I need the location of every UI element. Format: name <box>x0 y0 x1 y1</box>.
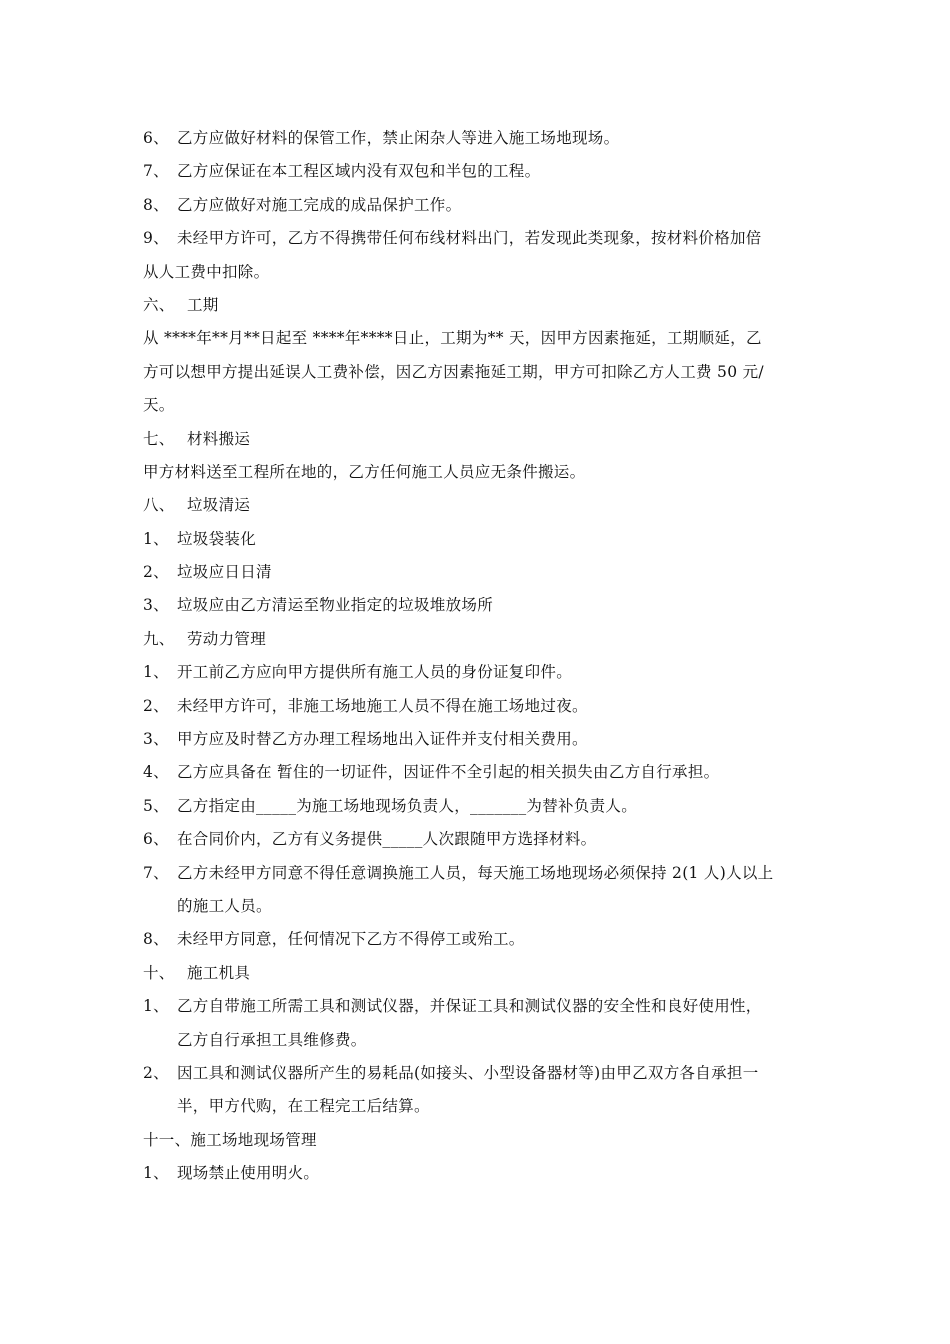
list-item <box>143 823 813 856</box>
item-text: 未经甲方许可，乙方不得携带任何布线材料出门，若发现此类现象，按材料价格加倍 <box>177 229 762 248</box>
item-text: 乙方应做好对施工完成的成品保护工作。 <box>177 195 462 214</box>
item-number: 1、 <box>143 1164 169 1183</box>
paragraph-text: 方可以想甲方提出延误人工费补偿，因乙方因素拖延工期，甲方可扣除乙方人工费 50 元/ <box>143 362 764 381</box>
document-body <box>143 122 813 1191</box>
list-item <box>143 923 813 956</box>
section-title: 工期 <box>187 295 219 314</box>
section-heading-10 <box>143 957 813 990</box>
item-text: 在合同价内，乙方有义务提供_____人次跟随甲方选择材料。 <box>177 830 597 849</box>
section-title: 垃圾清运 <box>187 496 251 515</box>
list-item <box>143 790 813 823</box>
paragraph-text: 甲方材料送至工程所在地的，乙方任何施工人员应无条件搬运。 <box>143 462 586 481</box>
section-heading-6 <box>143 289 813 322</box>
item-number: 1、 <box>143 997 169 1016</box>
item-text: 乙方应具备在 暂住的一切证件，因证件不全引起的相关损失由乙方自行承担。 <box>177 763 720 782</box>
paragraph-line <box>143 389 813 422</box>
section-title: 十一、施工场地现场管理 <box>143 1130 317 1149</box>
item-text: 未经甲方同意，任何情况下乙方不得停工或殆工。 <box>177 930 525 949</box>
list-item <box>143 990 813 1023</box>
list-item <box>143 1057 813 1090</box>
list-item <box>143 523 813 556</box>
section-heading-7 <box>143 423 813 456</box>
section-number: 七、 <box>143 429 175 448</box>
section-number: 八、 <box>143 496 175 515</box>
item-text: 因工具和测试仪器所产生的易耗品(如接头、小型设备器材等)由甲乙双方各自承担一 <box>177 1063 759 1082</box>
item-number: 7、 <box>143 863 169 882</box>
item-number: 1、 <box>143 529 169 548</box>
section-heading-8 <box>143 489 813 522</box>
item-number: 6、 <box>143 129 169 147</box>
list-item-continuation <box>143 1090 813 1123</box>
item-number: 2、 <box>143 696 169 715</box>
item-number: 8、 <box>143 930 169 949</box>
list-item <box>143 690 813 723</box>
section-title: 施工机具 <box>187 963 251 982</box>
item-number: 5、 <box>143 796 169 815</box>
item-text: 乙方自行承担工具维修费。 <box>177 1030 367 1049</box>
item-number: 3、 <box>143 730 169 749</box>
item-text: 乙方应做好材料的保管工作，禁止闲杂人等进入施工场地现场。 <box>177 129 620 147</box>
list-item-continuation <box>143 890 813 923</box>
list-item <box>143 723 813 756</box>
paragraph-line <box>143 356 813 389</box>
list-item-continuation <box>143 256 813 289</box>
list-item <box>143 756 813 789</box>
item-text: 现场禁止使用明火。 <box>177 1164 320 1183</box>
item-text: 乙方应保证在本工程区域内没有双包和半包的工程。 <box>177 162 541 181</box>
list-item <box>143 556 813 589</box>
item-number: 2、 <box>143 1063 169 1082</box>
list-item <box>143 656 813 689</box>
item-text: 未经甲方许可，非施工场地施工人员不得在施工场地过夜。 <box>177 696 588 715</box>
section-heading-11 <box>143 1124 813 1157</box>
item-text: 乙方自带施工所需工具和测试仪器，并保证工具和测试仪器的安全性和良好使用性， <box>177 997 762 1016</box>
item-number: 2、 <box>143 563 169 582</box>
list-item <box>143 1157 813 1190</box>
section-title: 劳动力管理 <box>187 629 267 648</box>
paragraph-text: 天。 <box>143 396 175 415</box>
section-title: 材料搬运 <box>187 429 251 448</box>
section-number: 九、 <box>143 629 175 648</box>
list-item <box>143 589 813 622</box>
list-item-continuation <box>143 1024 813 1057</box>
item-text: 甲方应及时替乙方办理工程场地出入证件并支付相关费用。 <box>177 730 588 749</box>
list-item <box>143 857 813 890</box>
list-item <box>143 222 813 255</box>
paragraph-line <box>143 322 813 355</box>
item-number: 6、 <box>143 830 169 849</box>
item-text: 乙方指定由_____为施工场地现场负责人，_______为替补负责人。 <box>177 796 638 815</box>
paragraph-line <box>143 456 813 489</box>
item-text: 的施工人员。 <box>177 896 272 915</box>
item-number: 1、 <box>143 663 169 682</box>
section-heading-9 <box>143 623 813 656</box>
item-text: 垃圾袋装化 <box>177 529 257 548</box>
section-number: 十、 <box>143 963 175 982</box>
item-number: 3、 <box>143 596 169 615</box>
item-text: 从人工费中扣除。 <box>143 262 270 281</box>
item-text: 半，甲方代购，在工程完工后结算。 <box>177 1097 430 1116</box>
list-item <box>143 189 813 222</box>
item-text: 乙方未经甲方同意不得任意调换施工人员，每天施工场地现场必须保持 2(1 人)人以上 <box>177 863 774 882</box>
item-text: 垃圾应日日清 <box>177 563 272 582</box>
list-item <box>143 122 813 155</box>
section-number: 六、 <box>143 295 175 314</box>
paragraph-text: 从 ****年**月**日起至 ****年****日止，工期为** 天，因甲方因素拖延，工期顺延，乙 <box>143 329 762 348</box>
list-item <box>143 155 813 188</box>
item-number: 7、 <box>143 162 169 181</box>
item-number: 8、 <box>143 195 169 214</box>
item-number: 4、 <box>143 763 169 782</box>
item-text: 垃圾应由乙方清运至物业指定的垃圾堆放场所 <box>177 596 494 615</box>
item-number: 9、 <box>143 229 169 248</box>
item-text: 开工前乙方应向甲方提供所有施工人员的身份证复印件。 <box>177 663 573 682</box>
